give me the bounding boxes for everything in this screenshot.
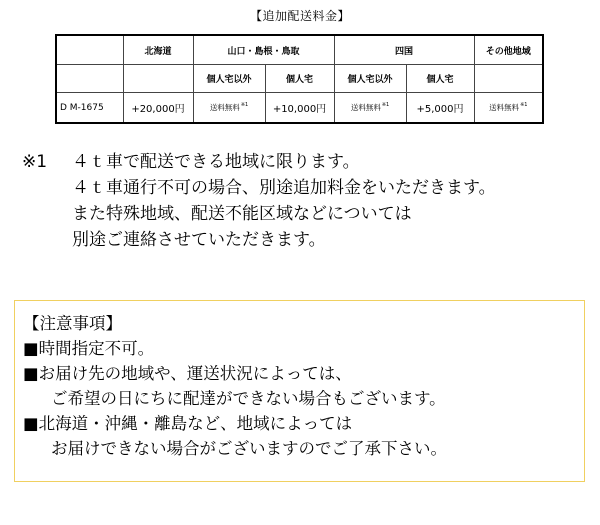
footnote-line: ※1 ４ｔ車で配送できる地域に限ります。 <box>22 149 496 175</box>
caution-line: ■お届け先の地域や、運送状況によっては、 <box>23 364 352 383</box>
table-row <box>56 93 543 124</box>
subheader-chugoku-non-residential: 個人宅以外 <box>193 65 265 93</box>
caution-line: ■北海道・沖縄・離島など、地域によっては <box>23 414 353 433</box>
subheader-shikoku-residential: 個人宅 <box>406 65 474 93</box>
table-header-row <box>56 35 543 65</box>
table-title: 【追加配送料金】 <box>249 9 350 23</box>
cell-other: 送料無料$^{※1}$ <box>474 93 543 124</box>
cell-model: D M-1675 <box>56 93 123 124</box>
subheader-empty <box>123 65 193 93</box>
subheader-shikoku-non-residential: 個人宅以外 <box>334 65 406 93</box>
cell-chugoku-residential: +10,000円 <box>265 93 334 124</box>
cell-shikoku-non-residential: 送料無料$^{※1}$ <box>334 93 406 124</box>
footnote-mark: ※1 <box>520 102 528 108</box>
shipping-fee-table <box>55 34 544 124</box>
caution-line: ■時間指定不可。 <box>23 339 155 358</box>
subheader-empty <box>474 65 543 93</box>
footnote-mark: ※1 <box>240 102 249 108</box>
header-shikoku: 四国 <box>334 35 474 65</box>
subheader-chugoku-residential: 個人宅 <box>265 65 334 93</box>
footnote-line: ４ｔ車通行不可の場合、別途追加料金をいただきます。 <box>72 178 496 198</box>
footnote-mark: ※1 <box>381 102 390 108</box>
footnote-line: 別途ご連絡させていただきます。 <box>72 230 326 250</box>
caution-title: 【注意事項】 <box>23 314 122 333</box>
header-hokkaido: 北海道 <box>123 35 193 65</box>
caution-box <box>14 300 585 482</box>
cell-shikoku-residential: +5,000円 <box>406 93 474 124</box>
subheader-empty <box>56 65 123 93</box>
footnote-line: また特殊地域、配送不能区域などについては <box>72 204 412 224</box>
footnote-marker: ※1 <box>22 152 48 172</box>
cell-chugoku-non-residential: 送料無料$^{※1}$ <box>193 93 265 124</box>
header-chugoku: 山口・島根・鳥取 <box>193 35 334 65</box>
cell-hokkaido: +20,000円 <box>123 93 193 124</box>
header-other: その他地域 <box>474 35 543 65</box>
footnote-block <box>22 149 496 253</box>
caution-line: お届けできない場合がございますのでご了承下さい。 <box>51 439 447 458</box>
table-subheader-row <box>56 65 543 93</box>
caution-line: ご希望の日にちに配達ができない場合もございます。 <box>51 389 446 408</box>
table-corner-cell <box>56 35 123 65</box>
